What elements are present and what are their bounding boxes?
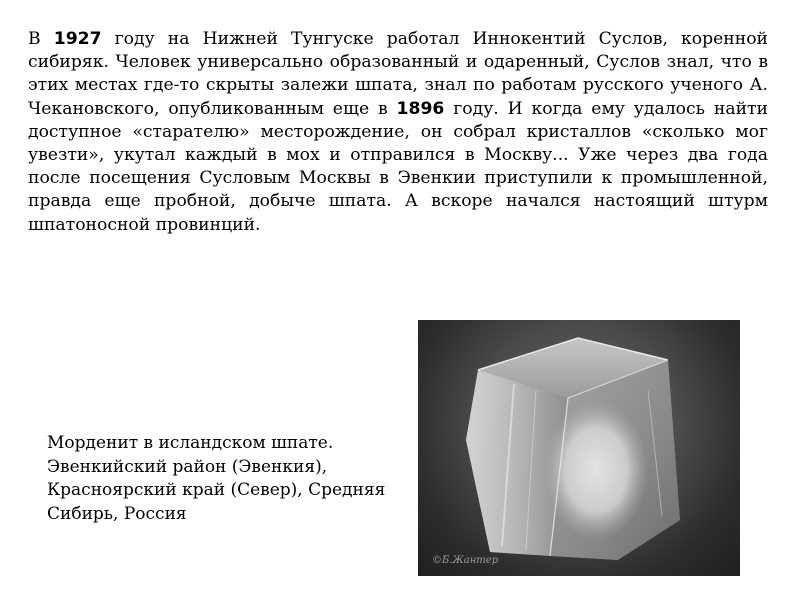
caption-line-2: Эвенкийский район (Эвенкия), (47, 456, 328, 477)
paragraph-part-1: В (28, 29, 54, 49)
paragraph-part-2: году на Нижней Тунгуске работал Иннокентий Суслов, коренной сибиряк. Человек универсально образованный и одаренный, Суслов знал, что в этих местах где-то скрыты залежи шпата, знал по работам русского ученого А. Чекановского, опубликованным еще в (28, 29, 768, 119)
year-1896: 1896 (396, 98, 445, 119)
caption-line-1: Морденит в исландском шпате. (47, 433, 334, 453)
photo-caption (47, 432, 407, 526)
crystal-photo (418, 320, 740, 576)
caption-line-4: Сибирь, Россия (47, 503, 187, 524)
crystal-image (418, 320, 740, 576)
main-paragraph (28, 28, 768, 237)
photo-signature: ©Б.Жантер (432, 555, 499, 566)
caption-line-3: Красноярский край (Север), Средняя (47, 480, 386, 500)
year-1927: 1927 (53, 29, 102, 49)
paragraph-part-3: году. И когда ему удалось найти доступное «старателю» месторождение, он собрал кристаллов «сколько мог увезти», укутал каждый в мох и отправился в Москву... Уже через два года после посещения Сусловым Москвы в Эвенкии приступили к промышленной, правда еще пробной, добыче шпата. А вскоре начался настоящий штурм шпатоносной провинций. (28, 98, 768, 235)
